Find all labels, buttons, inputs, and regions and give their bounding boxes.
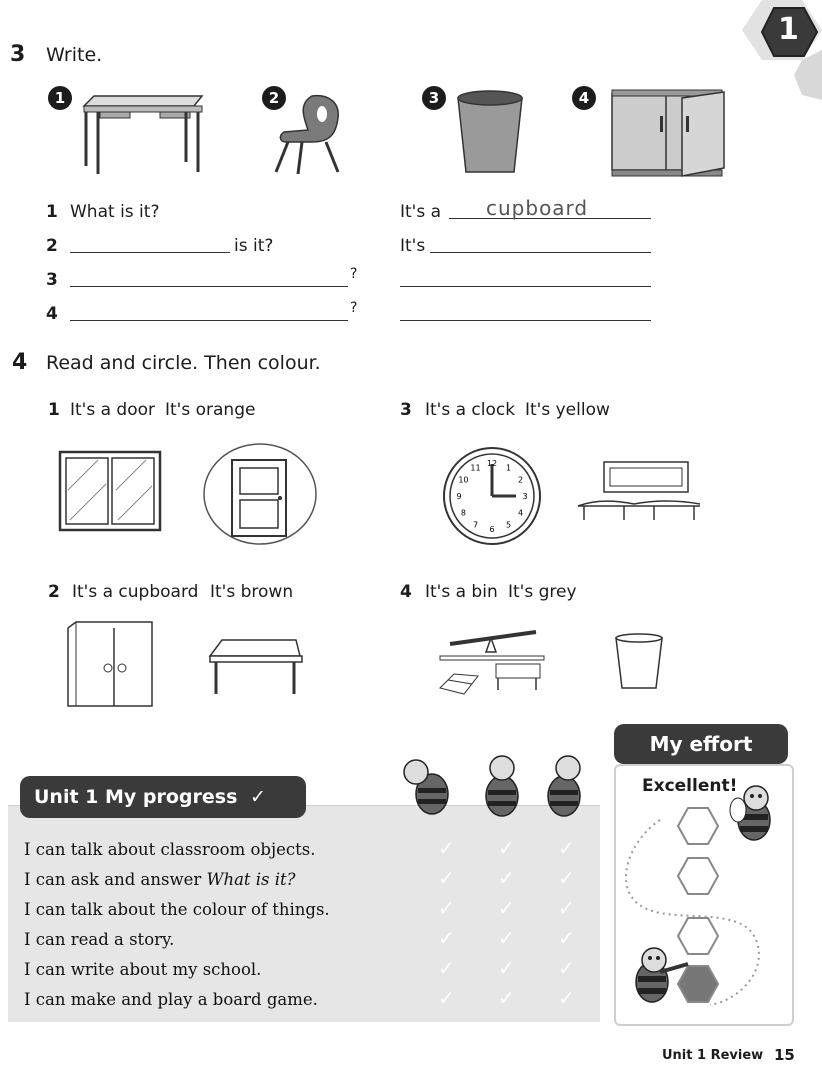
small-cupboard-icon[interactable] (66, 620, 156, 710)
progress-tick-icon[interactable]: ✓ (558, 866, 575, 890)
answer-line-3[interactable] (400, 286, 651, 287)
progress-tick-icon[interactable]: ✓ (438, 926, 455, 950)
q3-title: Write. (46, 44, 103, 66)
progress-tick-icon[interactable]: ✓ (438, 896, 455, 920)
progress-title: Unit 1 My progress (34, 786, 238, 808)
progress-tick-icon[interactable]: ✓ (498, 896, 515, 920)
progress-tick-icon[interactable]: ✓ (558, 836, 575, 860)
q3-row-2-answer-prefix: It's (400, 236, 426, 256)
clock-number: 11 (470, 463, 481, 473)
question-line-3[interactable] (70, 286, 348, 287)
clock-number: 3 (522, 492, 528, 501)
progress-row-2-text: I can ask and answer (24, 870, 207, 889)
q4-item-1-choice-2[interactable]: It's orange (165, 400, 256, 420)
progress-row-2 (24, 870, 296, 889)
progress-row-2-italic: What is it? (206, 870, 296, 889)
chair-icon (268, 92, 352, 176)
progress-tick-icon[interactable]: ✓ (558, 986, 575, 1010)
clock-number: 1 (505, 463, 512, 473)
progress-tick-icon[interactable]: ✓ (498, 926, 515, 950)
progress-row-6: I can make and play a board game. (24, 990, 318, 1009)
picture-number-1: 1 (48, 86, 72, 110)
q3-row-1-num: 1 (46, 202, 58, 222)
clock-number: 9 (456, 492, 462, 501)
q4-item-2-num: 2 (48, 582, 60, 602)
progress-tick-icon[interactable]: ✓ (498, 866, 515, 890)
table-icon[interactable] (208, 636, 304, 696)
clock-number: 6 (489, 525, 495, 534)
progress-title-badge (20, 776, 306, 818)
small-bin-icon[interactable] (612, 632, 666, 692)
q3-row-1-question: What is it? (70, 202, 160, 222)
progress-tick-icon[interactable]: ✓ (438, 986, 455, 1010)
answer-line-2[interactable] (430, 252, 651, 253)
page-number: 15 (774, 1046, 795, 1064)
q3-row-1-answer-prefix: It's a (400, 202, 442, 222)
progress-tick-icon[interactable]: ✓ (558, 896, 575, 920)
playground-icon[interactable] (436, 624, 548, 698)
board-and-desks-icon[interactable] (574, 460, 704, 524)
footer-label: Unit 1 Review (662, 1048, 764, 1063)
clock-number: 7 (472, 520, 479, 530)
clock-number: 10 (458, 475, 469, 485)
picture-number-3: 3 (422, 86, 446, 110)
effort-label: Excellent! (642, 776, 738, 796)
q3-row-4-num: 4 (46, 304, 58, 324)
q4-number: 4 (12, 350, 28, 375)
clock-number: 8 (460, 508, 466, 518)
picture-number-2: 2 (262, 86, 286, 110)
effort-title: My effort (614, 724, 788, 764)
q4-item-4-num: 4 (400, 582, 412, 602)
progress-tick-icon[interactable]: ✓ (438, 866, 455, 890)
q3-row-2-num: 2 (46, 236, 58, 256)
q4-item-4-choice-2[interactable]: It's grey (508, 582, 577, 602)
progress-tick-icon[interactable]: ✓ (558, 926, 575, 950)
progress-row-4: I can read a story. (24, 930, 175, 949)
question-line-2[interactable] (70, 252, 230, 253)
progress-tick-icon[interactable]: ✓ (558, 956, 575, 980)
clock-number: 12 (486, 459, 498, 468)
clock-number: 4 (518, 508, 524, 518)
desk-icon (80, 92, 204, 176)
progress-tick-icon[interactable]: ✓ (498, 836, 515, 860)
bee-icon (726, 780, 782, 844)
progress-row-5: I can write about my school. (24, 960, 262, 979)
question-line-4[interactable] (70, 320, 348, 321)
door-icon[interactable] (202, 440, 320, 548)
progress-tick-icon[interactable]: ✓ (498, 986, 515, 1010)
q3-row-2-suffix: is it? (234, 236, 274, 256)
q4-item-4-choice-1[interactable]: It's a bin (425, 582, 498, 602)
q3-row-4-suffix: ? (350, 300, 358, 316)
q4-item-3-choice-2[interactable]: It's yellow (525, 400, 610, 420)
progress-tick-icon[interactable]: ✓ (438, 956, 455, 980)
clock-number: 5 (505, 520, 512, 530)
q4-item-1-num: 1 (48, 400, 60, 420)
q4-title: Read and circle. Then colour. (46, 352, 321, 374)
unit-tab-number: 1 (778, 12, 799, 47)
progress-row-3: I can talk about the colour of things. (24, 900, 330, 919)
q4-item-2-choice-1[interactable]: It's a cupboard (72, 582, 199, 602)
q4-item-3-choice-1[interactable]: It's a clock (425, 400, 516, 420)
picture-number-4: 4 (572, 86, 596, 110)
q4-item-2-choice-2[interactable]: It's brown (210, 582, 294, 602)
q3-number: 3 (10, 42, 26, 67)
q3-row-3-suffix: ? (350, 266, 358, 282)
bin-icon (456, 90, 524, 176)
progress-row-1: I can talk about classroom objects. (24, 840, 316, 859)
check-icon: ✓ (250, 786, 266, 808)
bee-with-pencil-icon (624, 942, 690, 1006)
cupboard-icon (610, 88, 728, 178)
q4-item-3-num: 3 (400, 400, 412, 420)
q3-row-3-num: 3 (46, 270, 58, 290)
q4-item-1-choice-1[interactable]: It's a door (70, 400, 156, 420)
progress-tick-icon[interactable]: ✓ (438, 836, 455, 860)
answer-line-4[interactable] (400, 320, 651, 321)
window-icon[interactable] (58, 450, 162, 532)
example-answer: cupboard (486, 196, 589, 220)
clock-icon[interactable] (440, 446, 544, 546)
clock-number: 2 (518, 475, 524, 485)
bees-group-icon (384, 744, 604, 828)
progress-tick-icon[interactable]: ✓ (498, 956, 515, 980)
